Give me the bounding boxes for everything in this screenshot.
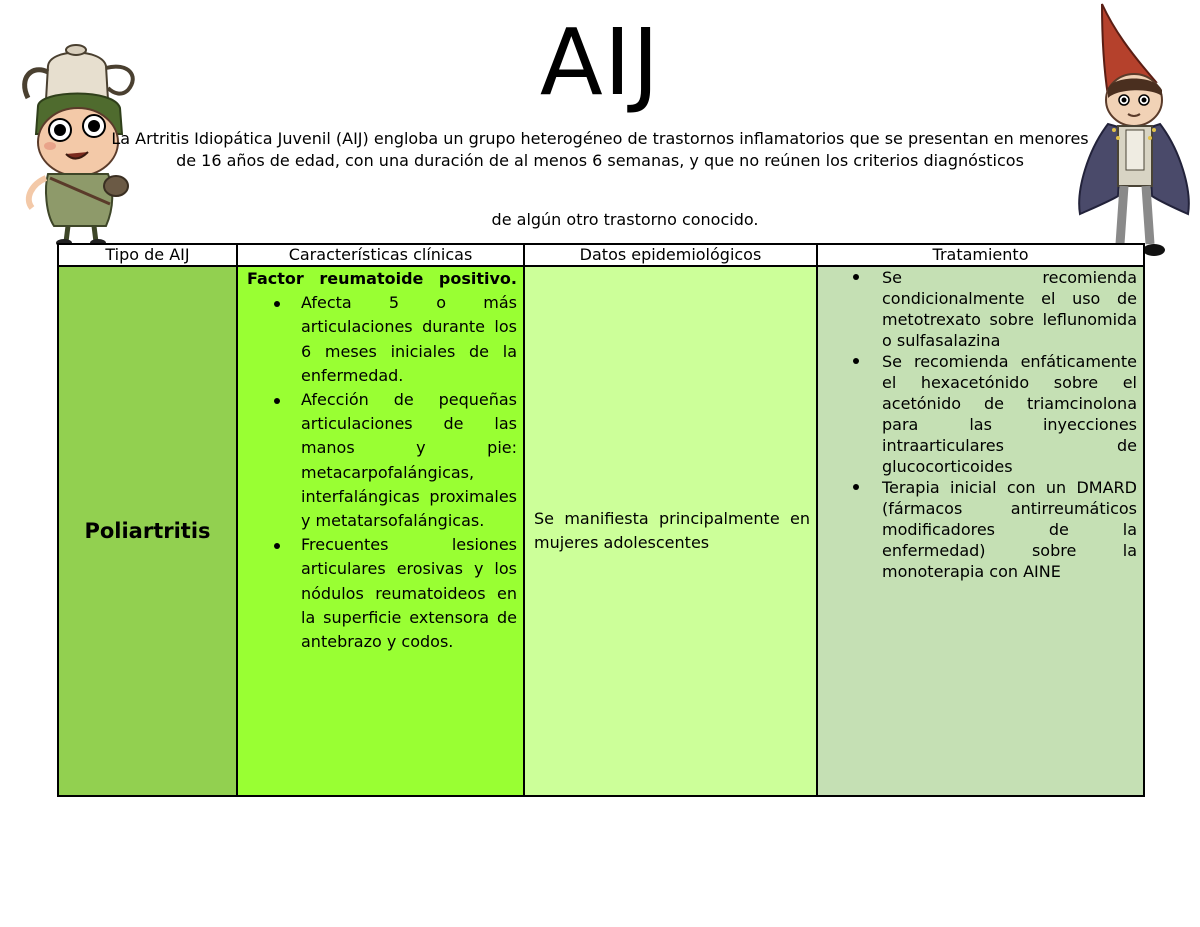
list-item: Afección de pequeñas articulaciones de las manos y pie: metacarpofalángicas, interfalángicas proximales y metatarsofalángicas. bbox=[247, 388, 517, 533]
clinical-heading: Factor reumatoide positivo. bbox=[247, 269, 517, 288]
header-epidemiologia: Datos epidemiológicos bbox=[524, 244, 817, 266]
intro-continuation: de algún otro trastorno conocido. bbox=[491, 210, 759, 229]
cell-epidemiology bbox=[524, 266, 817, 796]
cell-treatment bbox=[817, 266, 1144, 796]
document-title: AIJ bbox=[539, 9, 661, 116]
epidemiology-text: Se manifiesta principalmente en mujeres adolescentes bbox=[534, 509, 810, 552]
header-tipo: Tipo de AIJ bbox=[58, 244, 237, 266]
aij-table bbox=[57, 243, 1145, 797]
list-item: Afecta 5 o más articulaciones durante los 6 meses iniciales de la enfermedad. bbox=[247, 291, 517, 388]
intro-paragraph: La Artritis Idiopática Juvenil (AIJ) engloba un grupo heterogéneo de trastornos inflamatorios que se presentan en menores de 16 años de edad, con una duración de al menos 6 semanas, y que no reúnen los criterios diagnósticos bbox=[111, 129, 1089, 170]
list-item: Se recomienda condicionalmente el uso de metotrexato sobre leflunomida o sulfasalazina bbox=[826, 267, 1137, 351]
list-item: Se recomienda enfáticamente el hexacetónido sobre el acetónido de triamcinolona para las inyecciones intraarticulares de glucocorticoides bbox=[826, 351, 1137, 477]
treatment-list bbox=[826, 267, 1137, 582]
header-caracteristicas: Características clínicas bbox=[237, 244, 524, 266]
cell-clinical bbox=[237, 266, 524, 796]
list-item: Frecuentes lesiones articulares erosivas y los nódulos reumatoideos en la superficie extensora de antebrazo y codos. bbox=[247, 533, 517, 654]
type-name: Poliartritis bbox=[84, 519, 211, 543]
clinical-list bbox=[247, 291, 517, 654]
header-tratamiento: Tratamiento bbox=[817, 244, 1144, 266]
cell-type bbox=[58, 266, 237, 796]
table-header-row bbox=[58, 244, 1144, 266]
list-item: Terapia inicial con un DMARD (fármacos antirreumáticos modificadores de la enfermedad) sobre la monoterapia con AINE bbox=[826, 477, 1137, 582]
table-row bbox=[58, 266, 1144, 796]
